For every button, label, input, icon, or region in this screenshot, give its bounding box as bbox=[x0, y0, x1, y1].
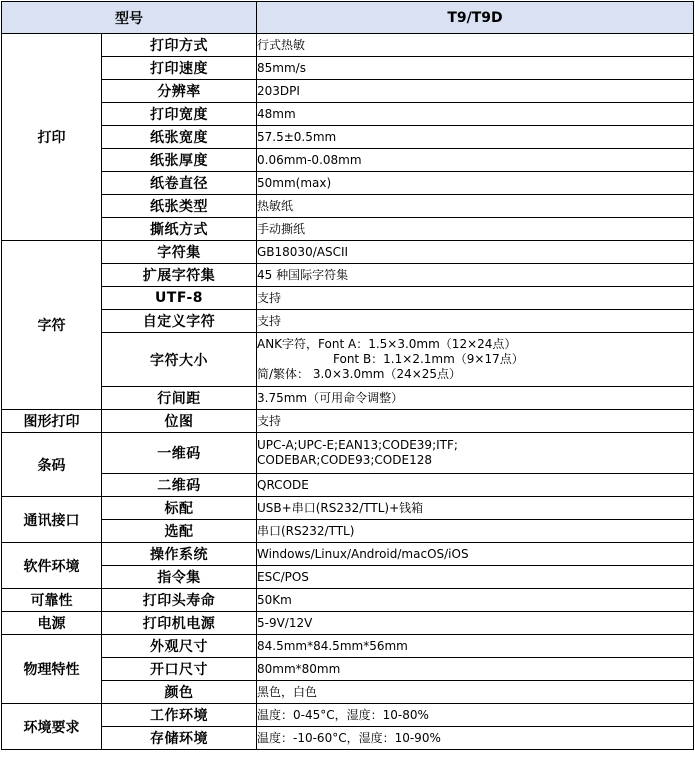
spec-value-multiline bbox=[257, 433, 694, 474]
spec-value: USB+串口(RS232/TTL)+钱箱 bbox=[257, 497, 694, 520]
spec-label: 打印机电源 bbox=[102, 612, 257, 635]
spec-value: 温度：0-45°C，湿度：10-80% bbox=[257, 704, 694, 727]
spec-value-line: UPC-A;UPC-E;EAN13;CODE39;ITF; bbox=[257, 438, 458, 452]
table-row bbox=[2, 264, 694, 287]
spec-label: 打印宽度 bbox=[102, 103, 257, 126]
category-cell: 物理特性 bbox=[2, 635, 102, 704]
table-row bbox=[2, 387, 694, 410]
header-row bbox=[2, 2, 694, 34]
category-cell: 字符 bbox=[2, 241, 102, 410]
spec-value: 串口(RS232/TTL) bbox=[257, 520, 694, 543]
spec-value: 84.5mm*84.5mm*56mm bbox=[257, 635, 694, 658]
table-row bbox=[2, 103, 694, 126]
table-row bbox=[2, 333, 694, 387]
spec-value: 支持 bbox=[257, 410, 694, 433]
spec-value: 50mm(max) bbox=[257, 172, 694, 195]
table-row bbox=[2, 126, 694, 149]
table-row bbox=[2, 474, 694, 497]
table-row bbox=[2, 658, 694, 681]
table-row bbox=[2, 287, 694, 310]
spec-label: 外观尺寸 bbox=[102, 635, 257, 658]
spec-label: 撕纸方式 bbox=[102, 218, 257, 241]
spec-label: 位图 bbox=[102, 410, 257, 433]
table-row bbox=[2, 612, 694, 635]
category-cell: 通讯接口 bbox=[2, 497, 102, 543]
spec-label: 字符大小 bbox=[102, 333, 257, 387]
spec-value-multiline bbox=[257, 333, 694, 387]
table-row bbox=[2, 80, 694, 103]
spec-label: 选配 bbox=[102, 520, 257, 543]
spec-label: 颜色 bbox=[102, 681, 257, 704]
spec-label: 指令集 bbox=[102, 566, 257, 589]
table-row bbox=[2, 433, 694, 474]
spec-value: 5-9V/12V bbox=[257, 612, 694, 635]
spec-value: Windows/Linux/Android/macOS/iOS bbox=[257, 543, 694, 566]
spec-value-line: Font B：1.1×2.1mm（9×17点） bbox=[333, 352, 524, 366]
category-cell: 软件环境 bbox=[2, 543, 102, 589]
spec-label: 打印头寿命 bbox=[102, 589, 257, 612]
spec-value: 50Km bbox=[257, 589, 694, 612]
table-row bbox=[2, 218, 694, 241]
spec-label: 自定义字符 bbox=[102, 310, 257, 333]
spec-value-line: CODEBAR;CODE93;CODE128 bbox=[257, 453, 432, 467]
spec-value: 支持 bbox=[257, 287, 694, 310]
spec-label: 行间距 bbox=[102, 387, 257, 410]
category-cell: 图形打印 bbox=[2, 410, 102, 433]
spec-label: 打印方式 bbox=[102, 34, 257, 57]
table-row bbox=[2, 57, 694, 80]
table-row bbox=[2, 635, 694, 658]
spec-value: 80mm*80mm bbox=[257, 658, 694, 681]
table-row bbox=[2, 34, 694, 57]
category-cell: 电源 bbox=[2, 612, 102, 635]
spec-label: 字符集 bbox=[102, 241, 257, 264]
spec-label: 分辨率 bbox=[102, 80, 257, 103]
table-row bbox=[2, 520, 694, 543]
spec-label: 纸卷直径 bbox=[102, 172, 257, 195]
table-row bbox=[2, 566, 694, 589]
spec-value: 黑色，白色 bbox=[257, 681, 694, 704]
spec-label: UTF-8 bbox=[102, 287, 257, 310]
table-row bbox=[2, 589, 694, 612]
spec-value: ESC/POS bbox=[257, 566, 694, 589]
table-row bbox=[2, 681, 694, 704]
spec-value: 手动撕纸 bbox=[257, 218, 694, 241]
spec-value: 0.06mm-0.08mm bbox=[257, 149, 694, 172]
spec-label: 纸张类型 bbox=[102, 195, 257, 218]
spec-value: 85mm/s bbox=[257, 57, 694, 80]
spec-value: QRCODE bbox=[257, 474, 694, 497]
table-row bbox=[2, 497, 694, 520]
category-cell: 打印 bbox=[2, 34, 102, 241]
spec-value: 3.75mm（可用命令调整） bbox=[257, 387, 694, 410]
model-value: T9/T9D bbox=[257, 2, 694, 34]
spec-value: 48mm bbox=[257, 103, 694, 126]
table-row bbox=[2, 172, 694, 195]
spec-label: 打印速度 bbox=[102, 57, 257, 80]
model-label: 型号 bbox=[2, 2, 257, 34]
spec-value-line: ANK字符，Font A：1.5×3.0mm（12×24点） bbox=[257, 337, 517, 351]
spec-label: 工作环境 bbox=[102, 704, 257, 727]
table-row bbox=[2, 310, 694, 333]
spec-value-line: 简/繁体： 3.0×3.0mm（24×25点） bbox=[257, 367, 462, 381]
spec-value: 45 种国际字符集 bbox=[257, 264, 694, 287]
table-row bbox=[2, 410, 694, 433]
spec-label: 存储环境 bbox=[102, 727, 257, 750]
spec-value: 行式热敏 bbox=[257, 34, 694, 57]
table-row bbox=[2, 727, 694, 750]
spec-label: 开口尺寸 bbox=[102, 658, 257, 681]
table-row bbox=[2, 241, 694, 264]
category-cell: 环境要求 bbox=[2, 704, 102, 750]
spec-label: 标配 bbox=[102, 497, 257, 520]
spec-label: 纸张厚度 bbox=[102, 149, 257, 172]
category-cell: 可靠性 bbox=[2, 589, 102, 612]
spec-value: 57.5±0.5mm bbox=[257, 126, 694, 149]
table-row bbox=[2, 543, 694, 566]
table-row bbox=[2, 704, 694, 727]
spec-value: GB18030/ASCII bbox=[257, 241, 694, 264]
table-row bbox=[2, 149, 694, 172]
spec-table bbox=[1, 1, 694, 750]
spec-label: 一维码 bbox=[102, 433, 257, 474]
spec-value: 热敏纸 bbox=[257, 195, 694, 218]
spec-label: 扩展字符集 bbox=[102, 264, 257, 287]
table-row bbox=[2, 195, 694, 218]
spec-label: 操作系统 bbox=[102, 543, 257, 566]
spec-label: 纸张宽度 bbox=[102, 126, 257, 149]
spec-value: 支持 bbox=[257, 310, 694, 333]
category-cell: 条码 bbox=[2, 433, 102, 497]
spec-value: 203DPI bbox=[257, 80, 694, 103]
spec-value: 温度：-10-60°C，湿度：10-90% bbox=[257, 727, 694, 750]
spec-label: 二维码 bbox=[102, 474, 257, 497]
